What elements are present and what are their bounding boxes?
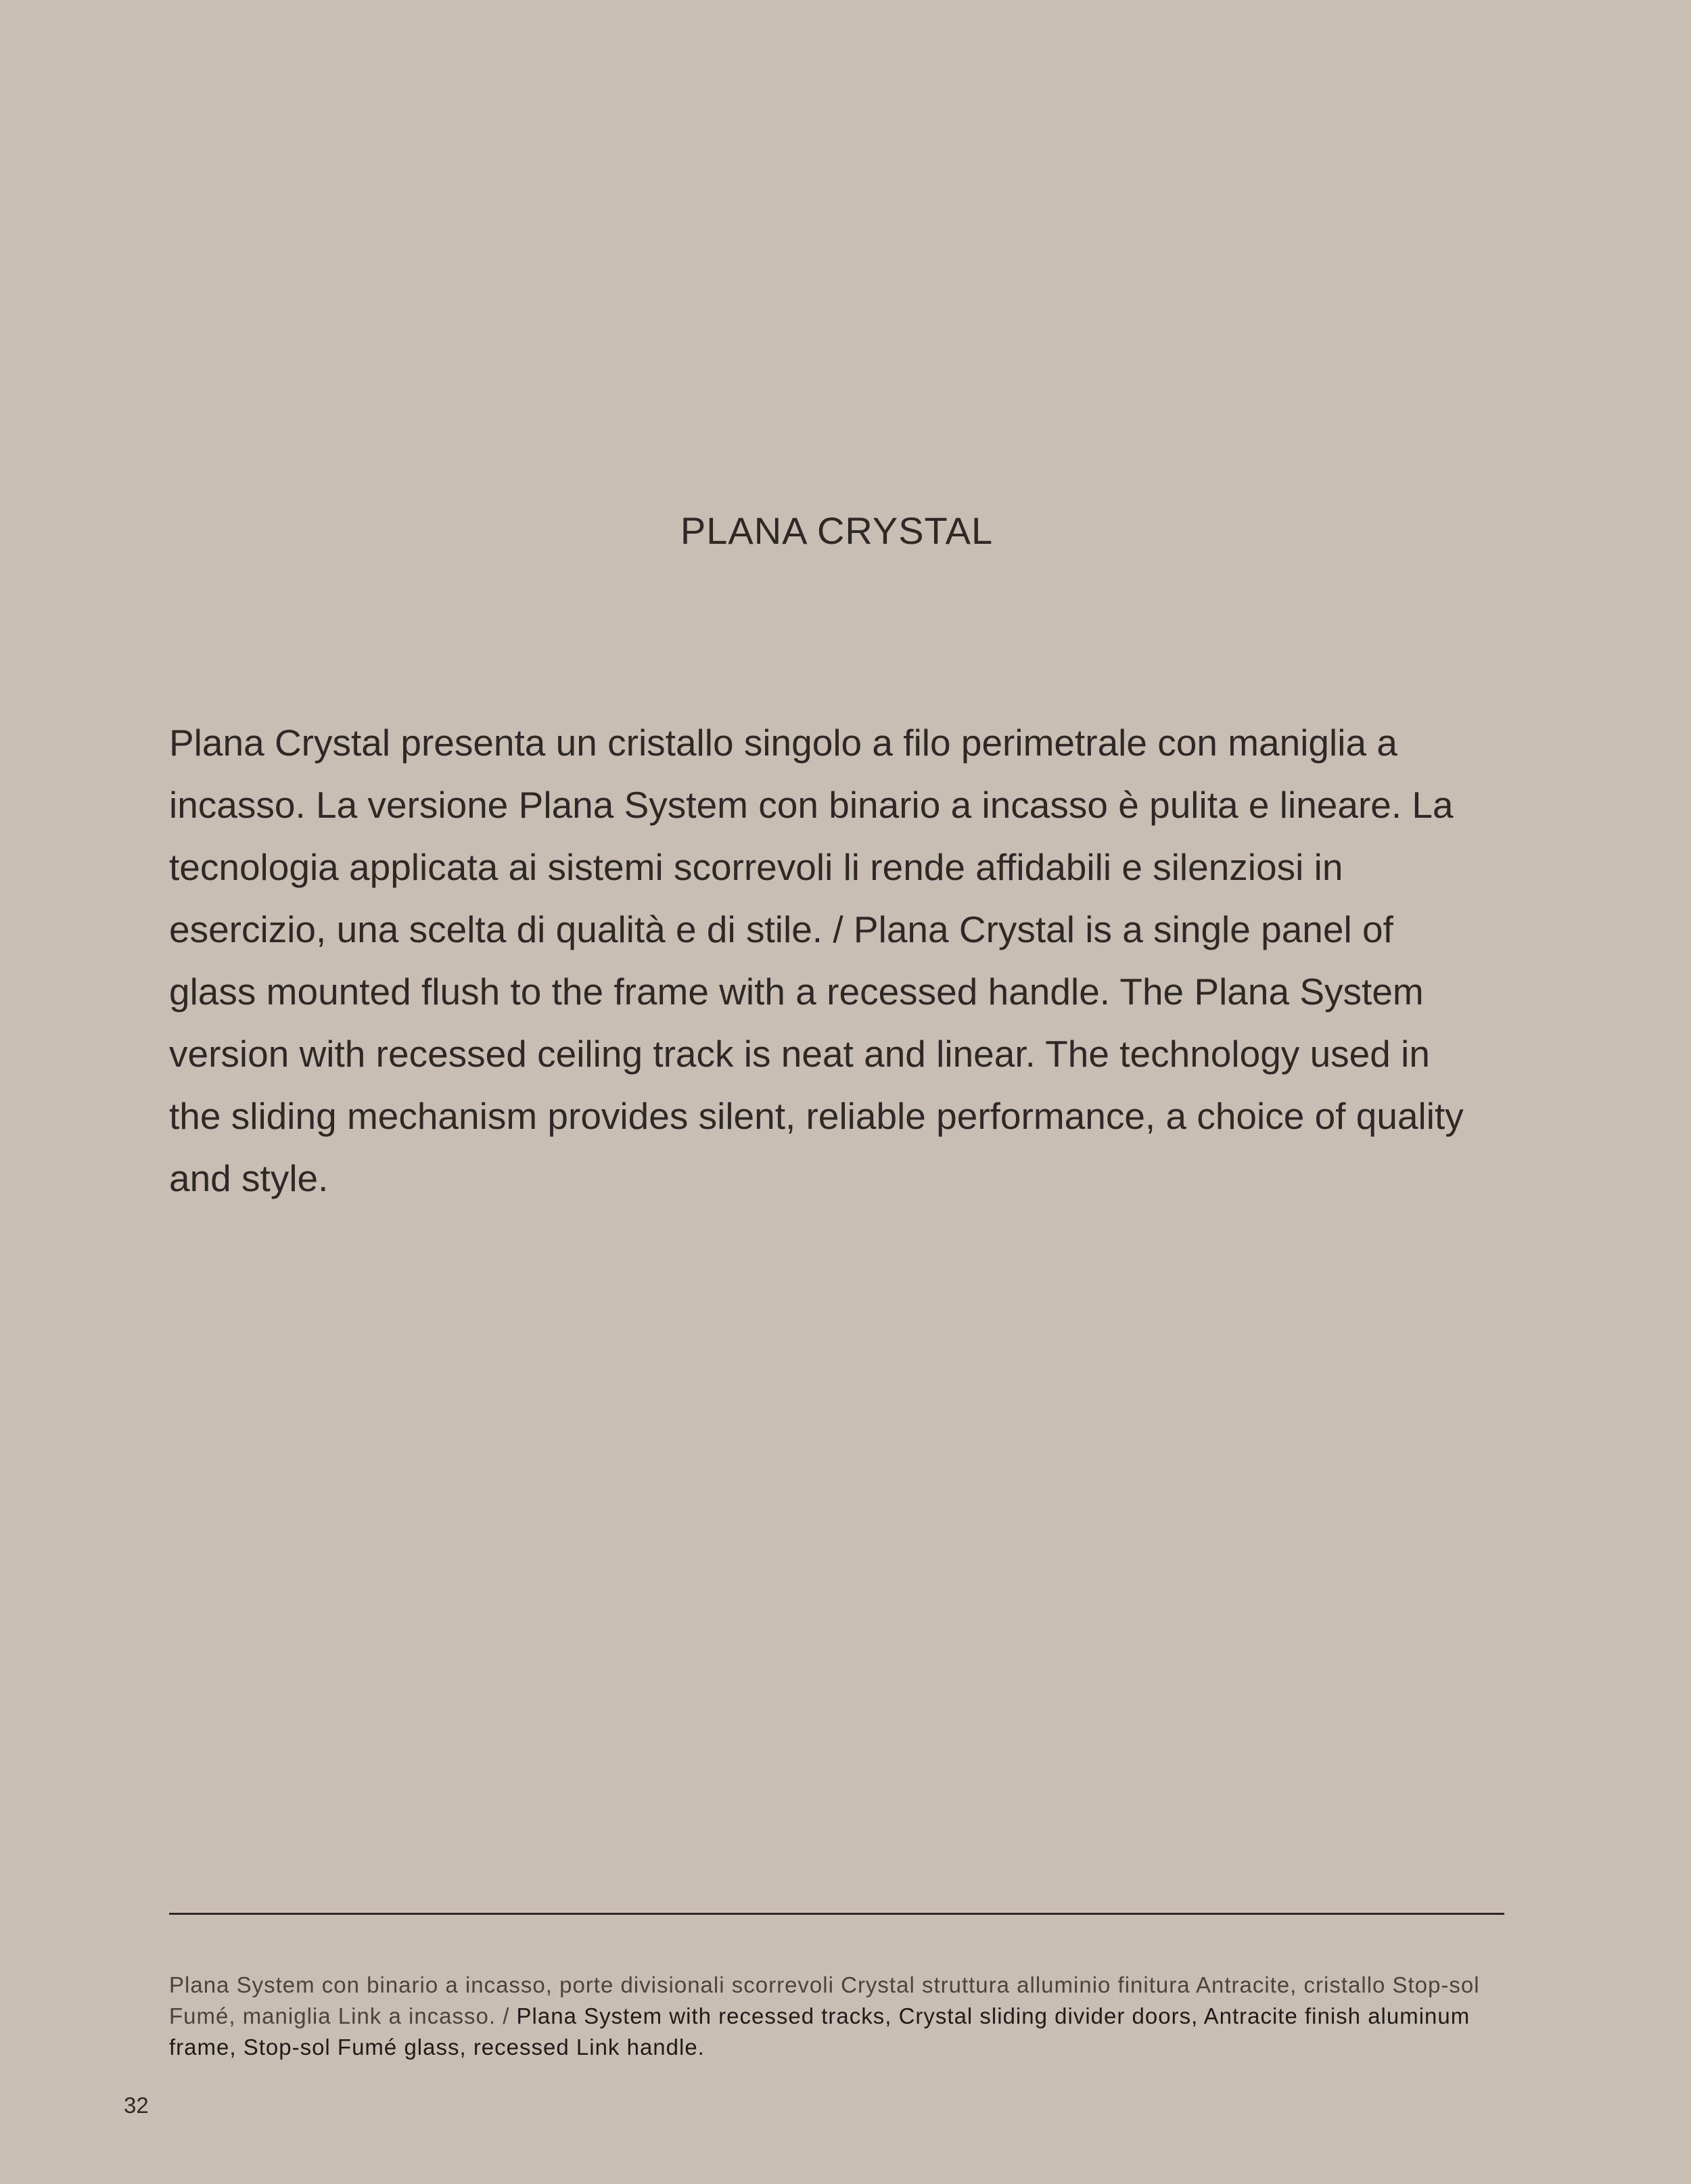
caption-italian: Plana System con binario a incasso, porte divisionali scorrevoli Crystal struttura alluminio finitura Antracite, cristallo Stop-sol Fumé, maniglia Link a incasso. /	[169, 1972, 1480, 2028]
divider	[169, 1913, 1504, 1915]
image-caption	[169, 1970, 1495, 2063]
page-number: 32	[124, 2093, 149, 2118]
description-paragraph: Plana Crystal presenta un cristallo singolo a filo perimetrale con maniglia a incasso. La versione Plana System con binario a incasso è pulita e lineare. La tecnologia applicata ai sistemi scorrevoli li rende affidabili e silenziosi in esercizio, una scelta di qualità e di stile. / Plana Crystal is a single panel of glass mounted flush to the frame with a recessed handle. The Plana System version with recessed ceiling track is neat and linear. The technology used in the sliding mechanism provides silent, reliable performance, a choice of quality and style.	[169, 722, 1464, 1199]
caption-english: Plana System with recessed tracks, Crystal sliding divider doors, Antracite finish aluminum frame, Stop-sol Fumé glass, recessed Link handle.	[169, 2003, 1470, 2060]
page-title: PLANA CRYSTAL	[680, 509, 994, 552]
